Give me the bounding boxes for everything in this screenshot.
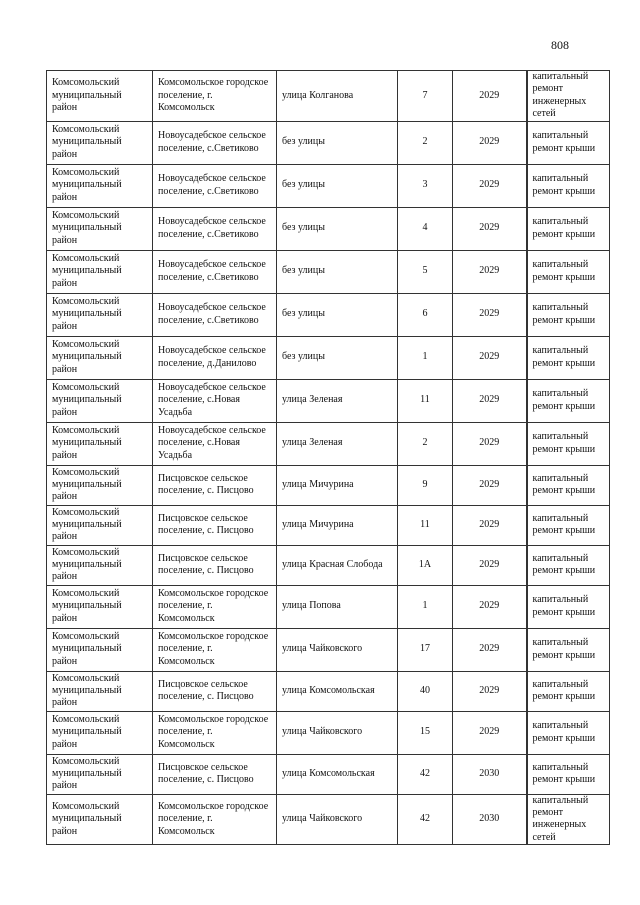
work-type-cell: капитальный ремонт крыши (527, 754, 610, 794)
house-number-cell: 40 (398, 671, 453, 711)
work-type-cell: капитальный ремонт крыши (527, 379, 610, 422)
table-row (47, 164, 610, 207)
settlement-cell: Новоусадебское сельское поселение, д.Данилово (153, 336, 277, 379)
table-row (47, 628, 610, 671)
year-cell: 2029 (453, 628, 527, 671)
house-number-cell: 4 (398, 207, 453, 250)
work-type-cell: капитальный ремонт инженерных сетей (527, 71, 610, 122)
house-number-cell: 6 (398, 293, 453, 336)
house-number-cell: 1А (398, 545, 453, 585)
district-cell: Комсомольский муниципальный район (47, 121, 153, 164)
district-cell: Комсомольский муниципальный район (47, 794, 153, 845)
repair-schedule-table (46, 70, 610, 845)
work-type-cell: капитальный ремонт крыши (527, 207, 610, 250)
house-number-cell: 7 (398, 71, 453, 122)
year-cell: 2029 (453, 71, 527, 122)
district-cell: Комсомольский муниципальный район (47, 671, 153, 711)
street-cell: без улицы (277, 121, 398, 164)
year-cell: 2029 (453, 207, 527, 250)
settlement-cell: Писцовское сельское поселение, с. Писцово (153, 671, 277, 711)
district-cell: Комсомольский муниципальный район (47, 545, 153, 585)
year-cell: 2029 (453, 671, 527, 711)
year-cell: 2029 (453, 465, 527, 505)
table-row (47, 207, 610, 250)
year-cell: 2029 (453, 422, 527, 465)
street-cell: улица Красная Слобода (277, 545, 398, 585)
house-number-cell: 3 (398, 164, 453, 207)
work-type-cell: капитальный ремонт крыши (527, 585, 610, 628)
work-type-cell: капитальный ремонт инженерных сетей (527, 794, 610, 845)
street-cell: без улицы (277, 250, 398, 293)
work-type-cell: капитальный ремонт крыши (527, 293, 610, 336)
house-number-cell: 11 (398, 379, 453, 422)
year-cell: 2030 (453, 794, 527, 845)
settlement-cell: Комсомольское городское поселение, г. Комсомольск (153, 794, 277, 845)
house-number-cell: 1 (398, 336, 453, 379)
street-cell: улица Чайковского (277, 628, 398, 671)
district-cell: Комсомольский муниципальный район (47, 754, 153, 794)
house-number-cell: 11 (398, 505, 453, 545)
street-cell: без улицы (277, 207, 398, 250)
work-type-cell: капитальный ремонт крыши (527, 422, 610, 465)
table-row (47, 585, 610, 628)
year-cell: 2029 (453, 711, 527, 754)
work-type-cell: капитальный ремонт крыши (527, 336, 610, 379)
year-cell: 2029 (453, 293, 527, 336)
district-cell: Комсомольский муниципальный район (47, 164, 153, 207)
street-cell: улица Попова (277, 585, 398, 628)
street-cell: улица Чайковского (277, 711, 398, 754)
work-type-cell: капитальный ремонт крыши (527, 628, 610, 671)
work-type-cell: капитальный ремонт крыши (527, 671, 610, 711)
table-row (47, 121, 610, 164)
page-number: 808 (551, 38, 569, 52)
year-cell: 2029 (453, 545, 527, 585)
district-cell: Комсомольский муниципальный район (47, 250, 153, 293)
settlement-cell: Новоусадебское сельское поселение, с.Новая Усадьба (153, 422, 277, 465)
table-row (47, 711, 610, 754)
table-row (47, 465, 610, 505)
house-number-cell: 2 (398, 422, 453, 465)
district-cell: Комсомольский муниципальный район (47, 505, 153, 545)
work-type-cell: капитальный ремонт крыши (527, 465, 610, 505)
year-cell: 2029 (453, 164, 527, 207)
settlement-cell: Новоусадебское сельское поселение, с.Светиково (153, 293, 277, 336)
street-cell: улица Зеленая (277, 422, 398, 465)
house-number-cell: 2 (398, 121, 453, 164)
house-number-cell: 15 (398, 711, 453, 754)
settlement-cell: Писцовское сельское поселение, с. Писцово (153, 754, 277, 794)
settlement-cell: Новоусадебское сельское поселение, с.Светиково (153, 207, 277, 250)
settlement-cell: Комсомольское городское поселение, г. Комсомольск (153, 628, 277, 671)
settlement-cell: Писцовское сельское поселение, с. Писцово (153, 505, 277, 545)
table-row (47, 794, 610, 845)
work-type-cell: капитальный ремонт крыши (527, 121, 610, 164)
district-cell: Комсомольский муниципальный район (47, 207, 153, 250)
table-row (47, 71, 610, 122)
table-row (47, 422, 610, 465)
year-cell: 2029 (453, 250, 527, 293)
district-cell: Комсомольский муниципальный район (47, 585, 153, 628)
year-cell: 2030 (453, 754, 527, 794)
district-cell: Комсомольский муниципальный район (47, 628, 153, 671)
year-cell: 2029 (453, 585, 527, 628)
house-number-cell: 17 (398, 628, 453, 671)
year-cell: 2029 (453, 336, 527, 379)
table-row (47, 545, 610, 585)
street-cell: улица Колганова (277, 71, 398, 122)
year-cell: 2029 (453, 505, 527, 545)
house-number-cell: 42 (398, 754, 453, 794)
house-number-cell: 5 (398, 250, 453, 293)
street-cell: улица Мичурина (277, 505, 398, 545)
settlement-cell: Новоусадебское сельское поселение, с.Светиково (153, 121, 277, 164)
settlement-cell: Комсомольское городское поселение, г. Комсомольск (153, 711, 277, 754)
work-type-cell: капитальный ремонт крыши (527, 545, 610, 585)
work-type-cell: капитальный ремонт крыши (527, 711, 610, 754)
house-number-cell: 9 (398, 465, 453, 505)
table-row (47, 336, 610, 379)
district-cell: Комсомольский муниципальный район (47, 711, 153, 754)
street-cell: без улицы (277, 164, 398, 207)
table-row (47, 505, 610, 545)
table-row (47, 379, 610, 422)
settlement-cell: Комсомольское городское поселение, г. Комсомольск (153, 585, 277, 628)
district-cell: Комсомольский муниципальный район (47, 379, 153, 422)
district-cell: Комсомольский муниципальный район (47, 336, 153, 379)
street-cell: улица Зеленая (277, 379, 398, 422)
street-cell: без улицы (277, 336, 398, 379)
street-cell: улица Чайковского (277, 794, 398, 845)
settlement-cell: Новоусадебское сельское поселение, с.Светиково (153, 250, 277, 293)
settlement-cell: Писцовское сельское поселение, с. Писцово (153, 545, 277, 585)
district-cell: Комсомольский муниципальный район (47, 71, 153, 122)
table-row (47, 250, 610, 293)
work-type-cell: капитальный ремонт крыши (527, 505, 610, 545)
street-cell: улица Мичурина (277, 465, 398, 505)
table-row (47, 671, 610, 711)
district-cell: Комсомольский муниципальный район (47, 465, 153, 505)
district-cell: Комсомольский муниципальный район (47, 422, 153, 465)
house-number-cell: 42 (398, 794, 453, 845)
district-cell: Комсомольский муниципальный район (47, 293, 153, 336)
settlement-cell: Новоусадебское сельское поселение, с.Новая Усадьба (153, 379, 277, 422)
settlement-cell: Новоусадебское сельское поселение, с.Светиково (153, 164, 277, 207)
street-cell: улица Комсомольская (277, 671, 398, 711)
street-cell: улица Комсомольская (277, 754, 398, 794)
settlement-cell: Комсомольское городское поселение, г. Комсомольск (153, 71, 277, 122)
table-row (47, 293, 610, 336)
year-cell: 2029 (453, 121, 527, 164)
table-row (47, 754, 610, 794)
work-type-cell: капитальный ремонт крыши (527, 250, 610, 293)
settlement-cell: Писцовское сельское поселение, с. Писцово (153, 465, 277, 505)
work-type-cell: капитальный ремонт крыши (527, 164, 610, 207)
house-number-cell: 1 (398, 585, 453, 628)
street-cell: без улицы (277, 293, 398, 336)
year-cell: 2029 (453, 379, 527, 422)
